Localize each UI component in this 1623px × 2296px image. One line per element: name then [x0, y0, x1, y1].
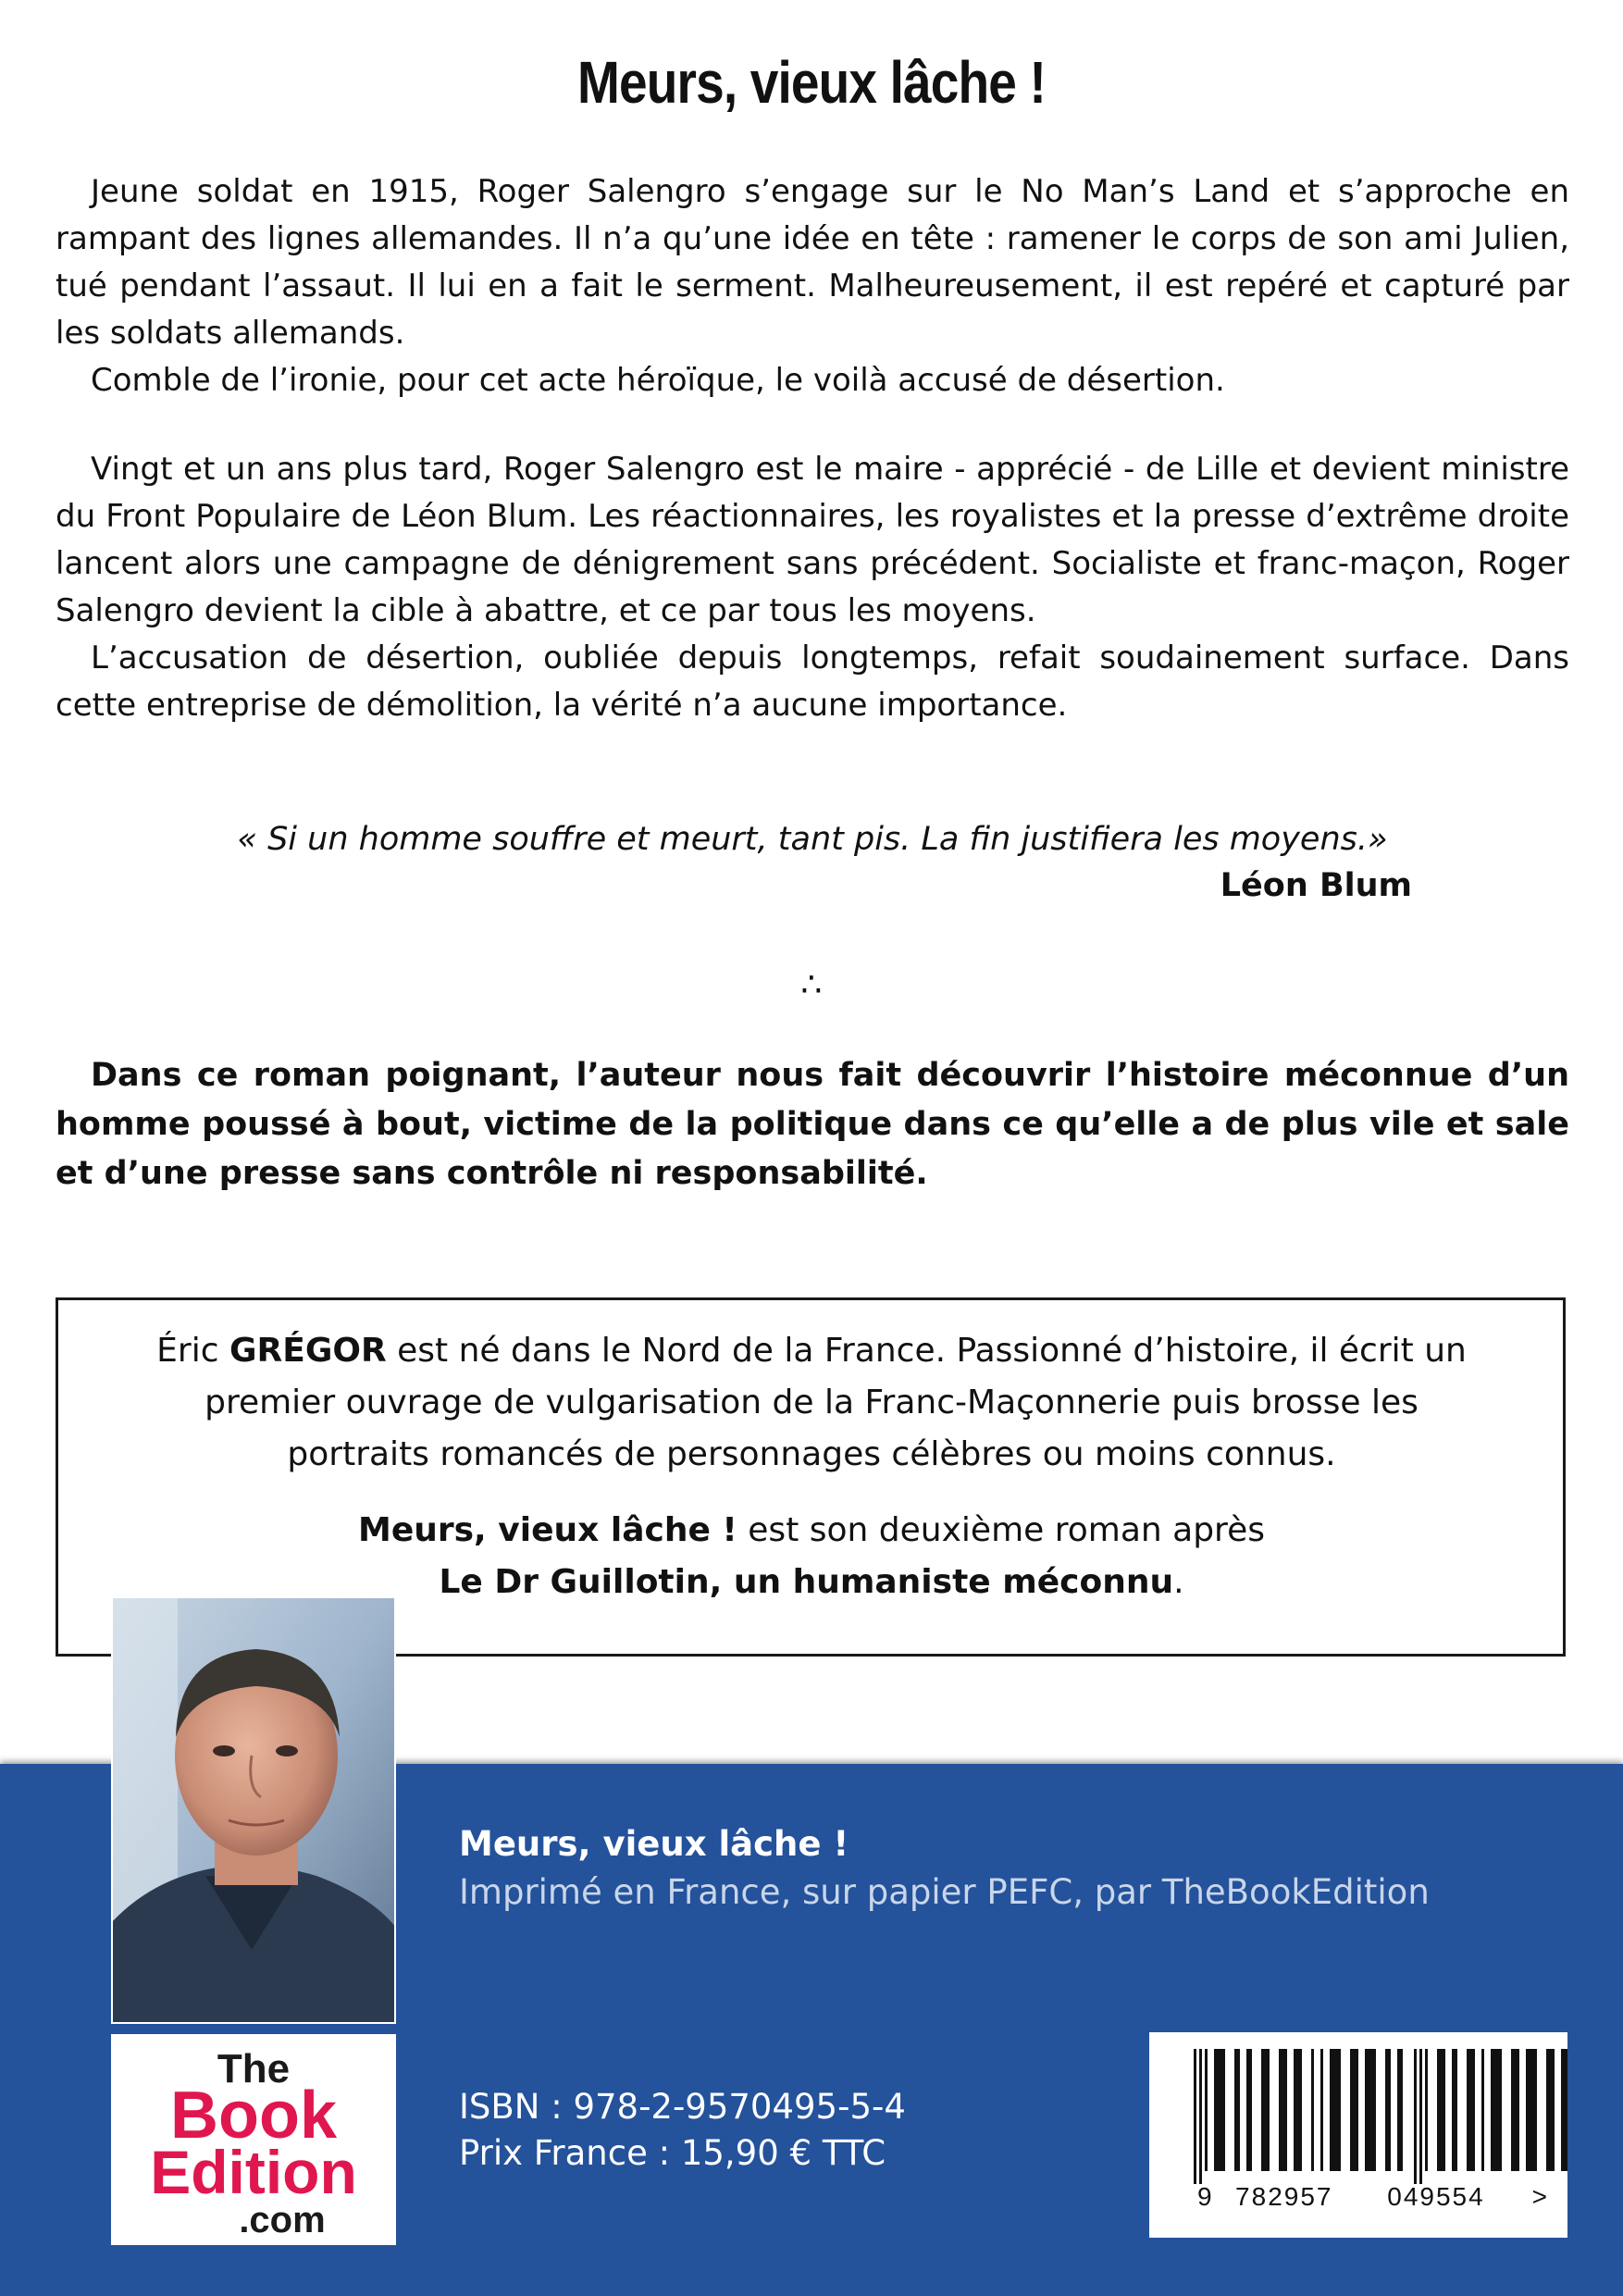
author-bio — [139, 1325, 1484, 1608]
barcode-group-2: 049554 — [1387, 2182, 1485, 2211]
synopsis-text: Vingt et un ans plus tard, Roger Salengro est le maire - apprécié - de Lille et devient ministre du Front Populaire de Léon Blum. Les réactionnaires, les royalistes et la presse d’extrême droite lancent alors une campagne de dénigrement sans précédent. Socialiste et franc-maçon, Roger Salengro devient la cible à abattre, et ce par tous les moyens. — [56, 451, 1569, 629]
summary-block — [56, 1051, 1569, 1198]
synopsis-paragraph-2 — [56, 446, 1569, 729]
barcode-bar — [1246, 2049, 1252, 2171]
bio-text: est né dans le Nord de la France. Passionné d’histoire, il écrit un premier ouvrage de vulgarisation de la Franc-Maçonnerie puis brosse les portraits romancés de personnages célèbres ou moins connus. — [204, 1332, 1467, 1473]
synopsis-text: L’accusation de désertion, oubliée depuis longtemps, refait soudainement surface. Dans cette entreprise de démolition, la vérité n’a aucune importance. — [56, 639, 1569, 724]
quote-author: Léon Blum — [1220, 867, 1412, 904]
printing-info: Imprimé en France, sur papier PEFC, par TheBookEdition — [459, 1872, 1430, 1912]
author-photo — [111, 1596, 396, 2024]
barcode-bar — [1526, 2049, 1537, 2171]
barcode-bar — [1385, 2049, 1391, 2171]
barcode-bar — [1311, 2049, 1314, 2171]
author-portrait-image — [113, 1598, 394, 2022]
author-last-name: GRÉGOR — [229, 1332, 387, 1370]
barcode-bar — [1214, 2049, 1225, 2171]
barcode-bar — [1511, 2049, 1519, 2171]
barcode-bar — [1546, 2049, 1555, 2171]
barcode-bar — [1561, 2049, 1567, 2171]
barcode-bar — [1365, 2049, 1376, 2171]
synopsis-paragraph-1 — [56, 168, 1569, 404]
bio-paragraph — [139, 1325, 1484, 1481]
author-first-name: Éric — [156, 1332, 229, 1370]
barcode-bar — [1320, 2049, 1323, 2171]
barcode-bar — [1467, 2049, 1475, 2171]
logo-the: The — [217, 2046, 291, 2091]
barcode-bar — [1425, 2049, 1428, 2171]
barcode-bar — [1205, 2049, 1208, 2171]
logo-book: Book — [170, 2079, 337, 2153]
barcode-bar — [1397, 2049, 1403, 2171]
therefore-separator: ∴ — [800, 966, 823, 1004]
barcode-bar — [1414, 2049, 1417, 2184]
barcode-bar — [1330, 2049, 1341, 2171]
barcode-bar — [1491, 2049, 1502, 2171]
current-book-title: Meurs, vieux lâche ! — [358, 1511, 737, 1549]
isbn: ISBN : 978-2-9570495-5-4 — [459, 2087, 906, 2127]
logo-image — [111, 2034, 396, 2245]
barcode-bar — [1234, 2049, 1240, 2171]
barcode-bar — [1294, 2049, 1302, 2171]
books-paragraph — [139, 1505, 1484, 1608]
barcode-bar — [1419, 2049, 1422, 2184]
barcode-bar — [1350, 2049, 1358, 2171]
synopsis-text: Comble de l’ironie, pour cet acte héroïque, le voilà accusé de désertion. — [91, 362, 1225, 399]
barcode-first-digit: 9 — [1197, 2182, 1214, 2211]
barcode-bar — [1279, 2049, 1287, 2171]
price: Prix France : 15,90 € TTC — [459, 2133, 886, 2173]
logo-com: .com — [239, 2200, 326, 2240]
barcode-bar — [1452, 2049, 1457, 2171]
book-title: Meurs, vieux lâche ! — [577, 49, 1046, 116]
barcode-digits — [1197, 2182, 1549, 2212]
band-book-title: Meurs, vieux lâche ! — [459, 1824, 849, 1864]
barcode-bar — [1199, 2049, 1202, 2184]
summary-text: Dans ce roman poignant, l’auteur nous fait découvrir l’histoire méconnue d’un homme poussé à bout, victime de la politique dans ce qu’elle a de plus vile et sale et d’une presse sans contrôle ni responsabilité. — [56, 1057, 1569, 1192]
barcode-end-mark: > — [1531, 2182, 1549, 2211]
barcode-bar — [1194, 2049, 1196, 2184]
thebookedition-logo — [111, 2034, 396, 2245]
barcode — [1149, 2032, 1567, 2238]
barcode-bar — [1437, 2049, 1445, 2171]
quote-text: « Si un homme souffre et meurt, tant pis. La fin justifiera les moyens.» — [237, 821, 1388, 858]
synopsis-text: Jeune soldat en 1915, Roger Salengro s’engage sur le No Man’s Land et s’approche en rampant des lignes allemandes. Il n’a qu’une idée en tête : ramener le corps de son ami Julien, tué pendant l’assaut. Il lui en a fait le serment. Malheureusement, il est repéré et capturé par les soldats allemands. — [56, 173, 1569, 352]
books-text: est son deuxième roman après — [737, 1511, 1265, 1549]
logo-edition: Edition — [150, 2138, 357, 2206]
books-text-end: . — [1173, 1563, 1184, 1601]
previous-book-title: Le Dr Guillotin, un humaniste méconnu — [439, 1563, 1174, 1601]
barcode-bar — [1261, 2049, 1270, 2171]
barcode-group-1: 782957 — [1235, 2182, 1333, 2211]
barcode-bar — [1481, 2049, 1484, 2171]
